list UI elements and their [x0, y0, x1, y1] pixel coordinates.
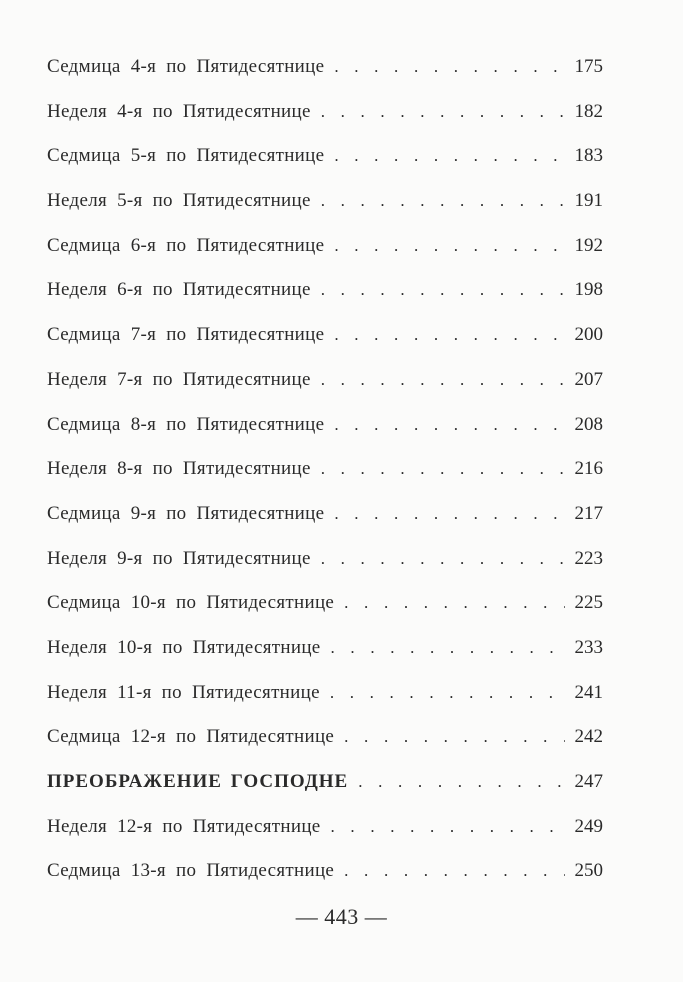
toc-leader-dots: [321, 280, 565, 300]
toc-entry-page: 242: [574, 726, 603, 748]
toc-entry-title: Седмица 9-я по Пятидесятнице: [47, 502, 325, 524]
toc-leader-dots: [331, 817, 565, 837]
toc-entry-title: Неделя 10-я по Пятидесятнице: [47, 636, 321, 658]
toc-entry-page: 225: [574, 592, 603, 614]
toc-entry-title: Седмица 6-я по Пятидесятнице: [47, 234, 325, 256]
toc-entry-page: 175: [574, 56, 603, 77]
toc-entry[interactable]: [47, 56, 603, 101]
toc-leader-dots: [334, 236, 565, 256]
toc-leader-dots: [321, 370, 565, 390]
toc-entry[interactable]: [47, 190, 603, 235]
toc-entry-page: 216: [574, 458, 603, 480]
toc-entry[interactable]: [47, 369, 603, 414]
toc-entry-page: 207: [574, 368, 603, 390]
toc-entry[interactable]: [47, 503, 603, 548]
toc-entry-page: 208: [574, 413, 603, 435]
toc-entry-page: 233: [574, 636, 603, 658]
toc-leader-dots: [321, 459, 565, 479]
toc-entry-title: Неделя 11-я по Пятидесятнице: [47, 681, 320, 703]
toc-leader-dots: [334, 57, 565, 77]
toc-entry-page: 200: [574, 324, 603, 346]
toc-leader-dots: [344, 727, 565, 747]
toc-leader-dots: [330, 683, 565, 703]
toc-entry-title: Седмица 5-я по Пятидесятнице: [47, 145, 325, 167]
toc-entry[interactable]: [47, 726, 603, 771]
toc-entry[interactable]: [47, 101, 603, 146]
toc-entry[interactable]: [47, 235, 603, 280]
toc-entry-page: 249: [574, 815, 603, 837]
toc-entry-page: 250: [574, 860, 603, 882]
toc-entry[interactable]: [47, 592, 603, 637]
toc-entry-feast[interactable]: [47, 771, 603, 816]
toc-entry-title: Неделя 8-я по Пятидесятнице: [47, 458, 311, 480]
toc-entry[interactable]: [47, 458, 603, 503]
toc-entry[interactable]: [47, 637, 603, 682]
toc-leader-dots: [344, 861, 565, 881]
toc-entry-title: Седмица 4-я по Пятидесятнице: [47, 56, 325, 77]
toc-leader-dots: [321, 102, 565, 122]
toc-entry-page: 192: [574, 234, 603, 256]
toc-entry-title: Неделя 12-я по Пятидесятнице: [47, 815, 321, 837]
toc-entry-title: Неделя 7-я по Пятидесятнице: [47, 368, 311, 390]
toc-entry-page: 223: [574, 547, 603, 569]
toc-entry-page: 191: [574, 190, 603, 212]
toc-leader-dots: [334, 415, 565, 435]
toc-entry-title: Неделя 5-я по Пятидесятнице: [47, 190, 311, 212]
table-of-contents: [47, 56, 603, 905]
toc-entry-title: Неделя 6-я по Пятидесятнице: [47, 279, 311, 301]
toc-leader-dots: [358, 772, 565, 792]
toc-entry-title: ПРЕОБРАЖЕНИЕ ГОСПОДНЕ: [47, 771, 349, 792]
page-number: — 443 —: [295, 904, 388, 929]
toc-entry-title: Седмица 8-я по Пятидесятнице: [47, 413, 325, 435]
toc-entry[interactable]: [47, 860, 603, 905]
toc-entry-page: 241: [574, 681, 603, 703]
toc-entry[interactable]: [47, 816, 603, 861]
toc-entry-title: Седмица 10-я по Пятидесятнице: [47, 592, 335, 614]
toc-entry-page: 198: [574, 279, 603, 301]
toc-entry-page: 217: [574, 502, 603, 524]
toc-entry-page: 182: [574, 100, 603, 122]
toc-entry[interactable]: [47, 279, 603, 324]
toc-entry[interactable]: [47, 548, 603, 593]
toc-entry-title: Неделя 4-я по Пятидесятнице: [47, 100, 311, 122]
toc-entry-page: 247: [574, 771, 603, 792]
toc-entry[interactable]: [47, 682, 603, 727]
toc-entry-title: Неделя 9-я по Пятидесятнице: [47, 547, 311, 569]
toc-leader-dots: [321, 549, 565, 569]
toc-leader-dots: [334, 325, 565, 345]
toc-leader-dots: [334, 146, 565, 166]
toc-leader-dots: [331, 638, 565, 658]
toc-leader-dots: [344, 593, 565, 613]
toc-entry-title: Седмица 12-я по Пятидесятнице: [47, 726, 335, 748]
toc-entry-title: Седмица 7-я по Пятидесятнице: [47, 324, 325, 346]
toc-entry[interactable]: [47, 414, 603, 459]
toc-leader-dots: [321, 191, 565, 211]
toc-entry-page: 183: [574, 145, 603, 167]
toc-leader-dots: [334, 504, 565, 524]
toc-entry[interactable]: [47, 324, 603, 369]
toc-entry[interactable]: [47, 145, 603, 190]
toc-entry-title: Седмица 13-я по Пятидесятнице: [47, 860, 335, 882]
